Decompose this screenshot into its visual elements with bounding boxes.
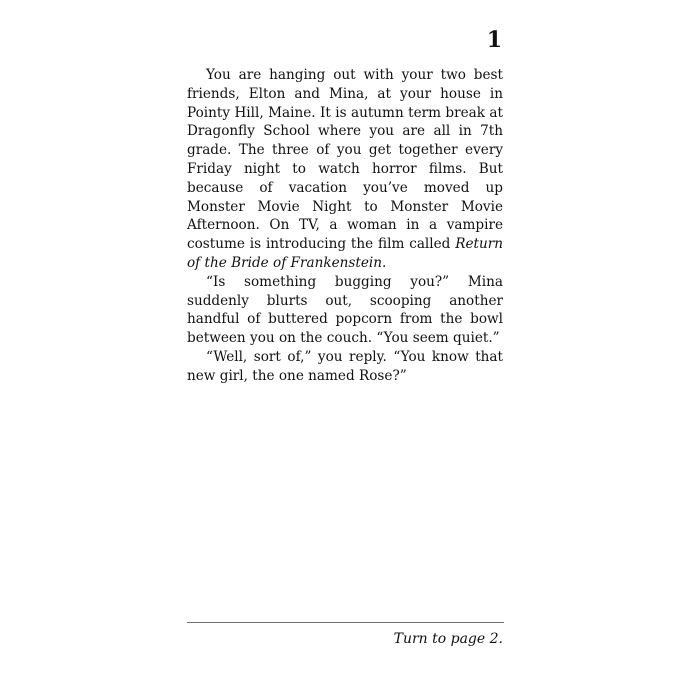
page-number: 1 [486,27,502,53]
paragraph-2: “Is something bugging you?” Mina suddenly blurts out, scooping another handful of buttered popcorn from the bowl between you on the couch. “You seem quiet.” [187,273,503,347]
paragraph-3: “Well, sort of,” you reply. “You know that new girl, the one named Rose?” [187,348,503,384]
turn-to-page-link[interactable]: Turn to page 2. [393,631,503,647]
paragraph-1-text: You are hanging out with your two best friends, Elton and Mina, at your house in Pointy Hill, Maine. It is autumn term break at Dragonfly School where you are all in 7th grade. The three of you get together every Friday night to watch horror films. But because of vacation you’ve moved up Monster Movie Night to Monster Movie Afternoon. On TV, a woman in a vampire costume is introducing the film called [187,67,503,253]
story-text [187,66,503,386]
film-title: Return of the Bride of Frankenstein [187,236,503,271]
paragraph-1-end: . [381,254,387,271]
footer-divider [187,622,504,623]
paragraph-1 [187,66,503,273]
